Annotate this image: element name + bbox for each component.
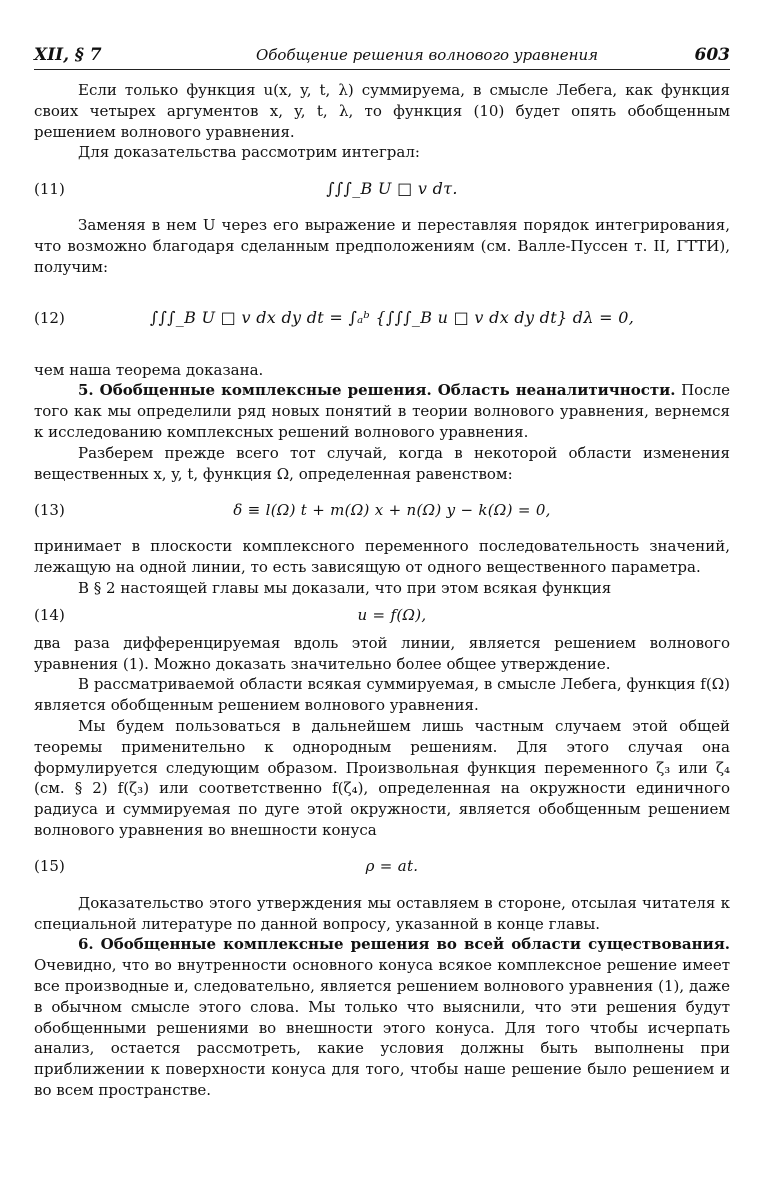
paragraph: Разберем прежде всего тот случай, когда в некоторой области изменения вещественных x, y, t, функция Ω, определенная равенством:	[34, 443, 730, 483]
paragraph: чем наша теорема доказана.	[34, 360, 264, 379]
equation-number: (14)	[34, 606, 65, 625]
equation-13	[34, 488, 730, 532]
paragraph: принимает в плоскости комплексного переменного последовательность значений, лежащую на одной линии, то есть зависящую от одного вещественного параметра.	[34, 537, 730, 577]
paragraph: Если только функция u(x, y, t, λ) суммируема, в смысле Лебега, как функция своих четырех аргументов x, y, t, λ, то функция (10) будет опять обобщенным решением волнового уравнения.	[34, 81, 730, 141]
paragraph-text: Очевидно, что во внутренности основного конуса всякое комплексное решение имеет все производные и, следовательно, является решением волнового уравнения (1), даже в обычном смысле этого слова. Мы только что выяснили, что эти решения будут обобщенными решениями во внешности этого конуса. Для того чтобы исчерпать анализ, остается рассмотреть, какие условия должны быть выполнены при приближении к поверхности конуса для того, чтобы наше решение было решением и во всем пространстве.	[34, 956, 730, 1099]
header-title: Обобщение решения волнового уравнения	[255, 46, 599, 64]
equation-formula: ∫∫∫_B U □ v dx dy dt = ∫ₐᵇ {∫∫∫_B u □ v dx dy dt} dλ = 0,	[149, 308, 635, 328]
paragraph: В рассматриваемой области всякая суммируемая, в смысле Лебега, функция f(Ω) является обобщенным решением волнового уравнения.	[34, 675, 730, 715]
equation-number: (11)	[34, 179, 65, 198]
equation-15	[34, 845, 730, 889]
equation-number: (13)	[34, 500, 65, 519]
paragraph: Заменяя в нем U через его выражение и переставляя порядок интегрирования, что возможно благодаря сделанным предположениям (см. Валле-Пуссен т. II, ГТТИ), получим:	[34, 216, 730, 276]
paragraph: В § 2 настоящей главы мы доказали, что при этом всякая функция	[78, 578, 612, 597]
paragraph: два раза дифференцируемая вдоль этой линии, является решением волнового уравнения (1). Можно доказать значительно более общее утверждение.	[34, 633, 730, 673]
equation-formula: ∫∫∫_B U □ v dτ.	[326, 178, 458, 198]
section-paragraph	[34, 934, 730, 1100]
equation-14	[34, 601, 730, 631]
equation-number: (12)	[34, 309, 65, 328]
equation-formula: δ ≡ l(Ω) t + m(Ω) x + n(Ω) y − k(Ω) = 0,	[233, 500, 551, 519]
header-section: XII, § 7	[34, 45, 102, 65]
equation-12	[34, 282, 730, 356]
section-paragraph	[34, 380, 730, 442]
paragraph: Для доказательства рассмотрим интеграл:	[78, 143, 420, 162]
page-number: 603	[694, 45, 730, 65]
paragraph: Доказательство этого утверждения мы оставляем в стороне, отсылая читателя к специальной литературе по данной вопросу, указанной в конце главы.	[34, 893, 730, 933]
paragraph-text: После того как мы определили ряд новых понятий в теории волнового уравнения, вернемся к исследованию комплексных решений волнового уравнения.	[34, 381, 730, 441]
paragraph: Мы будем пользоваться в дальнейшем лишь частным случаем этой общей теоремы применительно к однородным решениям. Для этого случая она формулируется следующим образом. Произвольная функция переменного ζ₃ или ζ₄ (см. § 2) f(ζ₃) или соответственно f(ζ₄), определенная на окружности единичного радиуса и суммируемая по дуге этой окружности, является обобщенным решением волнового уравнения во внешности конуса	[34, 716, 730, 839]
equation-number: (15)	[34, 857, 65, 876]
running-header	[34, 44, 730, 70]
section-heading: 5. Обобщенные комплексные решения. Область неаналитичности.	[78, 381, 676, 400]
page	[34, 44, 730, 1101]
equation-formula: u = f(Ω),	[357, 606, 427, 625]
page-body	[34, 80, 730, 1101]
equation-11	[34, 167, 730, 211]
equation-formula: ρ = at.	[365, 857, 419, 876]
section-heading: 6. Обобщенные комплексные решения во всей области существования.	[78, 935, 730, 954]
